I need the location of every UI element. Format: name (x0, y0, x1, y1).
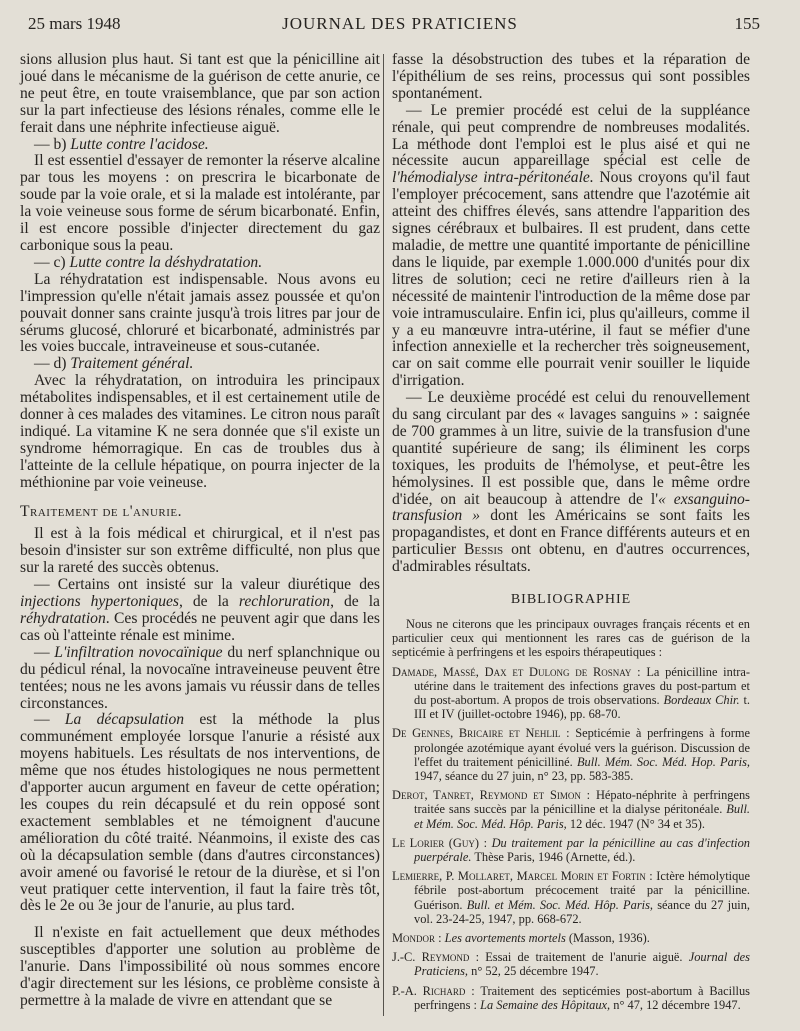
paragraph (392, 390, 750, 576)
subheading-prefix: — c) (34, 253, 66, 271)
reference-text: : Traitement des septicémies post-abortum à Bacillus perfringens : (414, 983, 750, 1012)
column-divider (383, 54, 384, 1016)
subheading-acidose (20, 137, 380, 154)
paragraph: sions allusion plus haut. Si tant est que la pénicilline ait joué dans le mécanisme de la guérison de cette anurie, ce ne peut être, en toute vraisemblance, que par son action sur la part infectieuse des lésions rénales, comme elle le ferait dans une néphrite infectieuse aiguë. (20, 51, 380, 136)
text-run: , de la (330, 593, 380, 611)
page-number: 155 (734, 14, 760, 33)
reference-authors: Mondor (392, 931, 436, 946)
reference-authors: Lemierre, P. Mollaret, Marcel Morin et Fortin (392, 869, 646, 884)
paragraph: La réhydratation est indispensable. Nous avons eu l'impression qu'elle n'était jamais assez poussée et qu'on pouvait donner sans crainte jusqu'à trois litres par jour de sérums glucosé, chloruré et bicarbonaté, administrés par les voies buccale, intraveineuse et sous-cutanée. (20, 270, 380, 356)
reference-text: : Ictère hémolytique fébrile post-abortum précocement traité par la pénicilline. Guérison. (414, 869, 750, 912)
paragraph: Il n'existe en fait actuellement que deux méthodes susceptibles d'apporter une solution au problème de l'anurie. Dans l'impossibilité où nous sommes encore d'agir directement sur les lésions, ce problème consiste à permettre à la malade de vivre en attendant que se (20, 924, 380, 1009)
reference-text: : Essai de traitement de l'anurie aiguë. (469, 950, 689, 965)
text-run: — (34, 643, 55, 661)
reference-source: Bordeaux Chir. (663, 693, 740, 708)
reference-text: : Hépato-néphrite à perfringens traitée sans succès par la pénicilline et la dialyse péritonéale. (414, 788, 750, 817)
italic-term: « exsanguino-transfusion » (392, 490, 750, 525)
bibliography-entry (392, 984, 750, 1012)
reference-text: : (435, 931, 445, 946)
text-run: ont obtenu, en d'autres occurrences, d'admirables résultats. (392, 541, 750, 576)
reference-authors: P.-A. Richard (392, 983, 466, 998)
italic-term: injections hypertoniques (20, 593, 179, 611)
reference-details: t. III et IV (juillet-octobre 1946), pp. 68-70. (414, 693, 750, 722)
italic-term: l'hémodialyse intra-péritonéale. (392, 169, 594, 187)
bibliography-intro: Nous ne citerons que les principaux ouvrages français récents et en particulier ceux qui mentionnent les rares cas de guérison de la septicémie à perfringens et les espoirs thérapeutiques : (392, 617, 750, 660)
bibliography-entry (392, 726, 750, 783)
reference-authors: Damade, Massé, Dax et Dulong de Rosnay (392, 664, 632, 679)
paragraph: Il est à la fois médical et chirurgical, et il n'est pas besoin d'insister sur son extrême difficulté, non plus que sur la rareté des succès obtenus. (20, 525, 380, 577)
reference-details: (Masson, 1936). (565, 931, 650, 946)
bibliography-entry (392, 931, 750, 945)
text-run: du nerf splanchnique ou du pédicul rénal, la novocaïne intraveineuse peuvent être tentées; nous ne les avons jamais vu réussir dans de telles circonstances. (20, 643, 380, 712)
subheading-deshydratation (20, 255, 380, 272)
reference-text: : Septicémie à perfringens à forme prolongée azotémique ayant évolué vers la guérison. Discussion de l'effet du traitement pénicilliné. (414, 726, 750, 769)
italic-term: La décapsulation (64, 711, 185, 729)
reference-details: 1947, séance du 27 juin, n° 23, pp. 583-385. (414, 769, 634, 784)
reference-details: n° 52, 25 décembre 1947. (468, 964, 599, 979)
reference-authors: Le Lorier (Guy) (392, 835, 479, 850)
subheading-title: Traitement général. (70, 355, 194, 373)
text-run: dont les Américains se sont faits les propagandistes, et dont en France différents auteurs et en particulier (392, 507, 750, 559)
subheading-title: Lutte contre l'acidose. (70, 135, 209, 153)
reference-source: La Semaine des Hôpitaux, (480, 997, 611, 1012)
paragraph (20, 712, 380, 915)
bibliography-entry (392, 869, 750, 926)
text-run: — Certains ont insisté sur la valeur diurétique des (34, 576, 380, 594)
paragraph (392, 103, 750, 390)
reference-details: séance du 27 juin, vol. 23-24-25, 1947, pp. 668-672. (414, 897, 751, 926)
subheading-traitement-general (20, 356, 380, 373)
text-run: . Ces procédés ne peuvent agir que dans les cas où l'atteinte rénale est minime. (20, 610, 380, 644)
subheading-prefix: — d) (34, 355, 67, 373)
text-run: — Le deuxième procédé est celui du renouvellement du sang circulant par des « lavages sanguins » : saignée de 700 grammes à un litre, suivie de la transfusion d'une quantité supérieure de sang; ils éliminent les corps toxiques, les produits de l'hémolyse, et peut-être les hémolysines. Il est possible que, dans le même ordre d'idée, on ait beaucoup à attendre de l' (392, 389, 750, 508)
reference-details: 12 déc. 1947 (N° 34 et 35). (566, 816, 705, 831)
paragraph: Avec la réhydratation, on introduira les principaux métabolites indispensables, et il est certainement utile de donner à ces malades des vitamines. Le citron nous paraît indiqué. La vitamine K ne sera donnée que s'il existe un syndrome hémorragique. En cas de troubles dus à l'atteinte de la cellule hépatique, on pourra injecter de la méthionine par voie veineuse. (20, 372, 380, 491)
reference-authors: Derot, Tanret, Reymond et Simon (392, 788, 581, 803)
reference-source: Bull. et Mém. Soc. Méd. Hôp. Paris, (414, 802, 750, 831)
paragraph: fasse la désobstruction des tubes et la réparation de l'épithélium de ses reins, processus qui sont possibles spontanément. (392, 51, 750, 102)
paragraph: Il est essentiel d'essayer de remonter la réserve alcaline par tous les moyens : on prescrira le bicarbonate de soude par la voie orale, et si la malade est intolérante, par la voie veineuse sous forme de sérum bicarbonaté. Enfin, il est encore possible d'injecter directement du gaz carbonique sous la peau. (20, 152, 380, 254)
reference-text: : La pénicilline intra-utérine dans le traitement des infections graves du post-partum et du post-abortum. A propos de trois observations. (414, 664, 751, 708)
bibliography-entry (392, 836, 750, 864)
italic-term: réhydratation (20, 610, 106, 627)
bibliography-entry (392, 665, 750, 722)
text-run: — (34, 711, 65, 729)
reference-source: Bull. Mém. Soc. Méd. Hop. Paris, (576, 754, 750, 769)
paragraph (20, 577, 380, 645)
reference-source: Du traitement par la pénicilline au cas d'infection puerpérale. (414, 835, 751, 865)
running-header (0, 6, 800, 34)
text-run: , de la (178, 593, 239, 611)
issue-date: 25 mars 1948 (28, 14, 121, 33)
author-name: Bessis (464, 541, 504, 559)
italic-term: rechloruration (238, 593, 331, 611)
bibliography-list (392, 665, 750, 1012)
text-run: Nous croyons qu'il faut l'employer précocement, sans attendre que l'azotémie ait atteint des chiffres élevés, sans attendre l'apparition des signes cérébraux et bulbaires. Il est prudent, dans cette maladie, de mettre une quantité importante de pénicilline dans le liquide, par exemple 1.000.000 d'unités pour dix litres de solution; ceci ne retire d'ailleurs rien à la nécessité de maintenir l'introduction de la même dose par voie intramusculaire. Enfin ici, plus qu'ailleurs, comme il y a eu manœuvre intra-utérine, il faut se méfier d'une infection annexielle et la rechercher très soigneusement, car on sait comme elle pourrait venir souiller le liquide d'irrigation. (392, 169, 750, 390)
subheading-title: Lutte contre la déshydratation. (69, 253, 263, 271)
reference-source: Les avortements mortels (444, 931, 566, 946)
italic-term: L'infiltration novocaïnique (54, 643, 223, 661)
text-run: est la méthode la plus communément employée lorsque l'anurie a résisté aux moyens habituels. Les résultats de nos interventions, de même que nos études histologiques ne nous permettent d'apporter aucun argument en faveur de cette opération; les coupes du rein décapsulé et du rein opposé sont exactement semblables et ne témoignent d'aucune amélioration du côté traité. Néanmoins, il existe des cas où la décapsulation semble (dans d'autres circonstances) avoir amené ou favorisé le retour de la diurèse, et si l'on veut pratiquer cette intervention, il faut la faire très tôt, dès le 2e ou 3e jour de l'anurie, au plus tard. (20, 711, 380, 915)
reference-source: Journal des Praticiens, (414, 950, 750, 979)
text-run: — Le premier procédé est celui de la suppléance rénale, qui peut comprendre de nombreuses modalités. La méthode dont l'emploi est le plus aisé et qui ne nécessite aucun appareillage spécial est celle de (392, 101, 750, 170)
reference-details: Thèse Paris, 1946 (Arnette, éd.). (471, 850, 636, 865)
reference-authors: De Gennes, Bricaire et Nehlil (392, 726, 561, 741)
reference-text: : (479, 835, 492, 850)
right-column (392, 52, 750, 1012)
reference-authors: J.-C. Reymond (392, 950, 470, 965)
reference-source: Bull. et Mém. Soc. Méd. Hôp. Paris, (466, 897, 654, 912)
left-column (20, 52, 380, 1010)
bibliography-entry (392, 788, 750, 831)
reference-details: n° 47, 12 décembre 1947. (610, 997, 741, 1012)
bibliography-heading: BIBLIOGRAPHIE (510, 592, 632, 608)
subheading-prefix: — b) (34, 135, 67, 153)
bibliography-entry (392, 950, 750, 978)
section-heading: Traitement de l'anurie. (20, 502, 183, 520)
journal-title: JOURNAL DES PRATICIENS (282, 14, 518, 33)
paragraph (20, 645, 380, 713)
